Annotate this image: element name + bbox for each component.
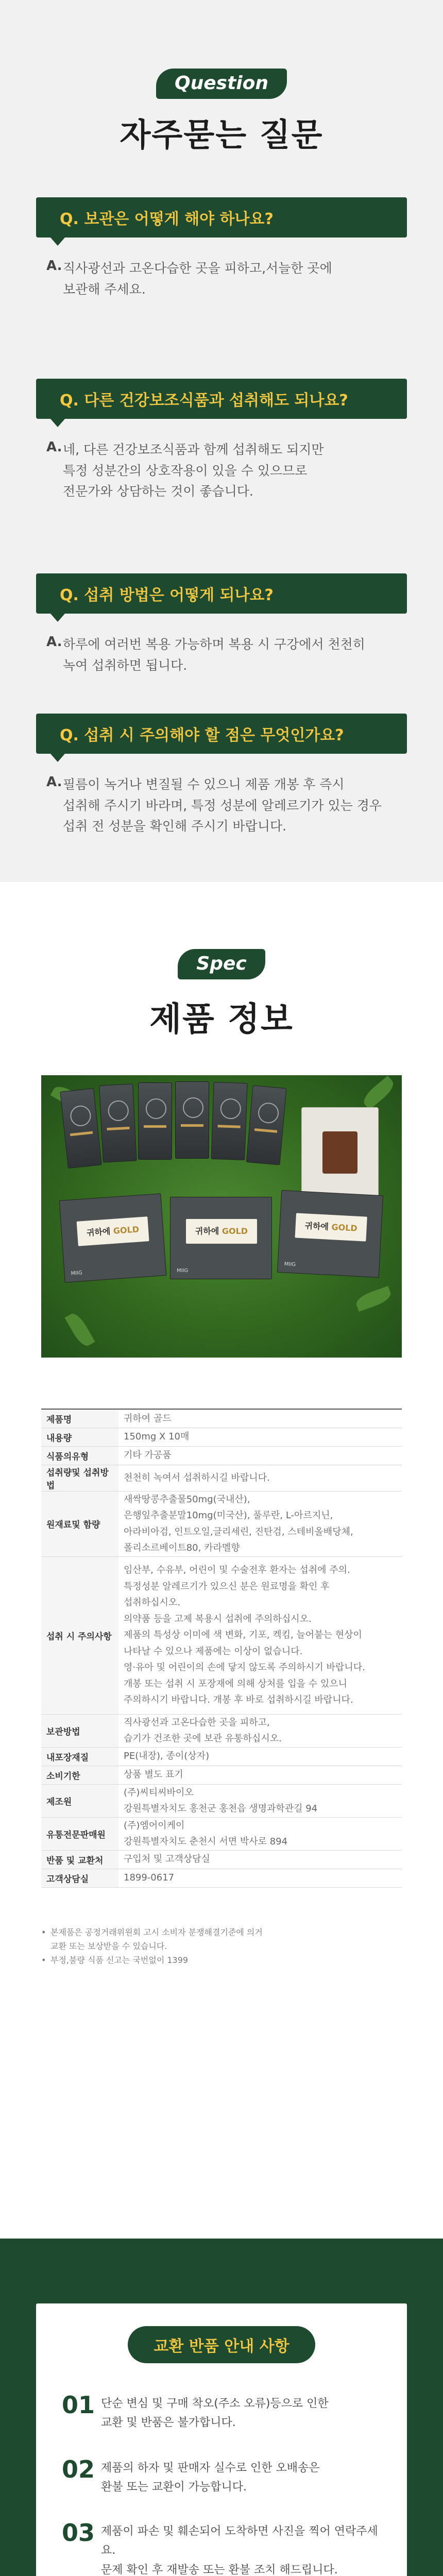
faq-item	[36, 573, 407, 676]
spec-key: 식품의유형	[41, 1446, 118, 1465]
spec-key: 원재료및 함량	[41, 1491, 118, 1556]
answer-prefix: A.	[46, 439, 62, 455]
spec-badge: Spec	[178, 949, 265, 979]
spec-value: (주)씨티씨바이오 강원특별자치도 홍천군 홍천읍 생명과학관길 94	[118, 1784, 402, 1817]
service-item	[62, 2455, 381, 2497]
spec-value: 임산부, 수유부, 어린이 및 수술전후 환자는 섭취에 주의. 특정성분 알레르기가 있으신 분은 원료명을 확인 후 섭취하십시오. 의약품 등을 고제 복용시 섭취에 주의하십시오. 제품의 특성상 이미에 색 변화, 기포, 켁킴, 늘어붙는 현상이 나타날 수 있으나 제품에는 이상이 없습니다. 영·유아 및 어린이의 손에 닿지 않도록 주의하시기 바랍니다. 개봉 또는 섭취 시 포장재에 의해 상처를 입을 수 있으니 주의하시기 바랍니다. 개봉 후 바로 섭취하시길 바랍니다.	[118, 1556, 402, 1714]
faq-answer: 하루에 여러번 복용 가능하며 복용 시 구강에서 천천히 녹여 섭취하면 됩니다.	[63, 637, 365, 673]
spec-value: PE(내장), 종이(상자)	[118, 1747, 402, 1766]
product-box: 귀하에 GOLD MIIG	[170, 1197, 272, 1279]
service-card-title: 교환 반품 안내 사항	[128, 2326, 315, 2363]
spec-row	[41, 1465, 402, 1491]
question-badge: Question	[156, 69, 287, 99]
faq-answer: 필름이 녹거나 변질될 수 있으니 제품 개봉 후 즉시 섭취해 주시기 바라며, 특정 성분에 알레르기가 있는 경우 섭취 전 성분을 확인해 주시기 바랍니다.	[63, 777, 382, 834]
spec-key: 제조원	[41, 1784, 118, 1817]
answer-prefix: A.	[46, 258, 62, 274]
spec-key: 내포장재질	[41, 1747, 118, 1766]
spec-key: 소비기한	[41, 1766, 118, 1784]
spec-value: 1899-0617	[118, 1869, 402, 1887]
note-item: • 부정,불량 식품 신고는 국번없이 1399	[41, 1953, 402, 1967]
service-item	[62, 2393, 381, 2433]
spec-key: 보관방법	[41, 1714, 118, 1747]
spec-value: 상품 별도 표기	[118, 1766, 402, 1784]
spec-key: 섭취 시 주의사항	[41, 1556, 118, 1714]
service-info-section	[0, 2239, 443, 2576]
item-text: 제품이 파손 및 훼손되어 도착하면 사진을 찍어 연락주세요. 문제 확인 후 재발송 또는 환불 조치 해드립니다.	[101, 2525, 378, 2576]
faq-section	[0, 0, 443, 882]
film-pack	[99, 1083, 137, 1162]
product-box: 귀하에 GOLD MIIG	[277, 1190, 383, 1278]
faq-answer: 네, 다른 건강보조식품과 함께 섭취해도 되지만 특정 성분간의 상호작용이 있을 수 있으므로 전문가와 상담하는 것이 좋습니다.	[63, 442, 324, 499]
faq-question: Q. 섭취 방법은 어떻게 되나요?	[36, 573, 407, 614]
faq-item	[36, 197, 407, 300]
item-text: 제품의 하자 및 판매자 실수로 인한 오배송은 환불 또는 교환이 가능합니다.	[101, 2462, 320, 2494]
item-number: 02	[62, 2455, 95, 2483]
spec-value: 천천히 녹여서 섭취하시길 바랍니다.	[118, 1465, 402, 1491]
spec-row	[41, 1491, 402, 1556]
faq-answer: 직사광선과 고온다습한 곳을 피하고,서늘한 곳에 보관해 주세요.	[63, 261, 332, 297]
spec-key: 유통전문판매원	[41, 1817, 118, 1850]
item-number: 03	[62, 2519, 95, 2547]
spec-row	[41, 1409, 402, 1428]
faq-question: Q. 섭취 시 주의해야 할 점은 무엇인가요?	[36, 714, 407, 754]
faq-item	[36, 379, 407, 502]
spec-value: 직사광선과 고온다습한 곳을 피하고, 습기가 건조한 곳에 보관 유통하십시오.	[118, 1714, 402, 1747]
spec-section	[0, 882, 443, 2239]
spec-notes	[41, 1925, 402, 1968]
item-text: 단순 변심 및 구매 착오(주소 오류)등으로 인한 교환 및 반품은 불가합니다.	[101, 2397, 329, 2430]
film-pack	[60, 1088, 101, 1168]
spec-value: 150mg X 10매	[118, 1428, 402, 1446]
leaf-decoration	[360, 1076, 397, 1110]
spec-row	[41, 1850, 402, 1869]
spec-key: 제품명	[41, 1409, 118, 1428]
spec-key: 내용량	[41, 1428, 118, 1446]
film-pack	[246, 1085, 287, 1165]
product-box: 귀하에 GOLD MIIG	[59, 1193, 167, 1282]
spec-row	[41, 1869, 402, 1887]
film-pack	[138, 1082, 172, 1160]
spec-value: 새싹땅콩추출물50mg(국내산), 은행잎추출분말10mg(미국산), 풀루란, L-아르지닌, 아라비아검, 인트오일,글리세린, 진탄검, 스테비올배당체, 폴리소르베이트80, 카라멜향	[118, 1491, 402, 1556]
spec-value: (주)엠어이케이 강원특별자치도 춘천시 서면 박사로 894	[118, 1817, 402, 1850]
spec-key: 고객상담실	[41, 1869, 118, 1887]
spec-row	[41, 1714, 402, 1747]
spec-row	[41, 1817, 402, 1850]
faq-item	[36, 714, 407, 837]
spec-key: 반품 및 교환처	[41, 1850, 118, 1869]
film-pack	[211, 1082, 247, 1160]
answer-prefix: A.	[46, 634, 62, 650]
spec-title: 제품 정보	[149, 1001, 294, 1039]
spec-row	[41, 1766, 402, 1784]
spec-value: 귀하여 골드	[118, 1409, 402, 1428]
spec-key: 섭취량및 섭취방법	[41, 1465, 118, 1491]
film-pack	[175, 1081, 209, 1159]
spec-row	[41, 1556, 402, 1714]
service-item	[62, 2521, 381, 2576]
spec-row	[41, 1784, 402, 1817]
spec-value: 기타 가공품	[118, 1446, 402, 1465]
spec-row	[41, 1747, 402, 1766]
leaf-decoration	[64, 1311, 95, 1349]
answer-prefix: A.	[46, 774, 62, 790]
leaf-decoration	[354, 1286, 393, 1312]
spec-table	[41, 1409, 402, 1888]
spec-row	[41, 1428, 402, 1446]
faq-title: 자주묻는 질문	[120, 116, 323, 154]
note-item: • 본제품은 공정거래위원회 고시 소비자 분쟁해결기준에 의거 교환 또는 보상받을 수 있습니다.	[41, 1925, 402, 1953]
spec-value: 구입처 및 고객상담실	[118, 1850, 402, 1869]
product-photo	[41, 1075, 402, 1358]
faq-question: Q. 보관은 어떻게 해야 하나요?	[36, 197, 407, 238]
item-number: 01	[62, 2391, 95, 2419]
spec-row	[41, 1446, 402, 1465]
faq-question: Q. 다른 건강보조식품과 섭취해도 되나요?	[36, 379, 407, 419]
